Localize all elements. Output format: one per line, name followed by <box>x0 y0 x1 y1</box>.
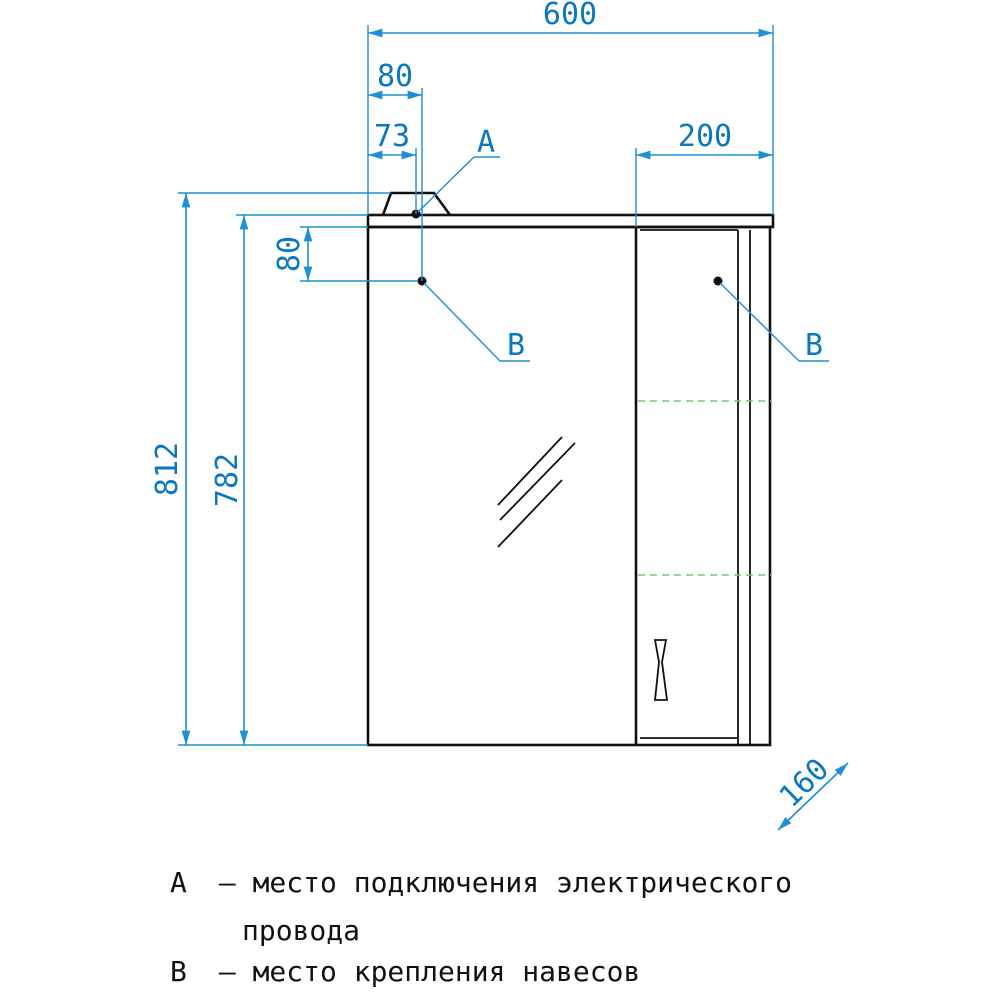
dimension-600 <box>368 0 773 215</box>
dim-80-label: 80 <box>376 59 414 94</box>
legend-a <box>170 866 792 899</box>
cabinet-outline <box>368 193 773 745</box>
legend-a-text-cont: провода <box>242 914 361 947</box>
dim-160-label: 160 <box>772 751 837 815</box>
legend-a-key: A <box>170 866 187 899</box>
dim-812-label: 812 <box>150 441 185 497</box>
dimension-80-vertical <box>272 227 418 281</box>
dim-600-label: 600 <box>542 0 598 32</box>
dim-200-label: 200 <box>677 119 733 154</box>
mirror-reflection-icon <box>498 437 575 547</box>
callout-a-label: A <box>476 125 496 160</box>
dim-782-label: 782 <box>210 452 245 508</box>
callout-b-right-label: B <box>804 328 824 363</box>
legend-a-text: – место подключения электрического <box>218 866 793 899</box>
legend-b <box>170 955 640 988</box>
dimension-782 <box>210 215 368 745</box>
callout-b-left-label: B <box>506 328 526 363</box>
callout-b-right <box>720 283 829 363</box>
dimension-200 <box>636 119 773 227</box>
cabinet-top-cornice <box>368 215 773 227</box>
legend-a-continued <box>242 914 360 947</box>
cabinet-body <box>368 227 770 745</box>
dimension-73 <box>368 119 416 214</box>
legend-b-key: B <box>170 955 187 988</box>
callout-b-left <box>424 283 530 363</box>
dimension-812 <box>150 193 391 745</box>
dim-80-vertical-label: 80 <box>272 235 307 273</box>
dimension-80-horizontal <box>368 59 422 281</box>
door-handle-icon <box>655 640 667 700</box>
legend-b-text: – место крепления навесов <box>218 955 641 988</box>
dim-73-label: 73 <box>373 119 411 154</box>
dimension-160 <box>773 752 848 830</box>
callout-a <box>418 125 500 212</box>
